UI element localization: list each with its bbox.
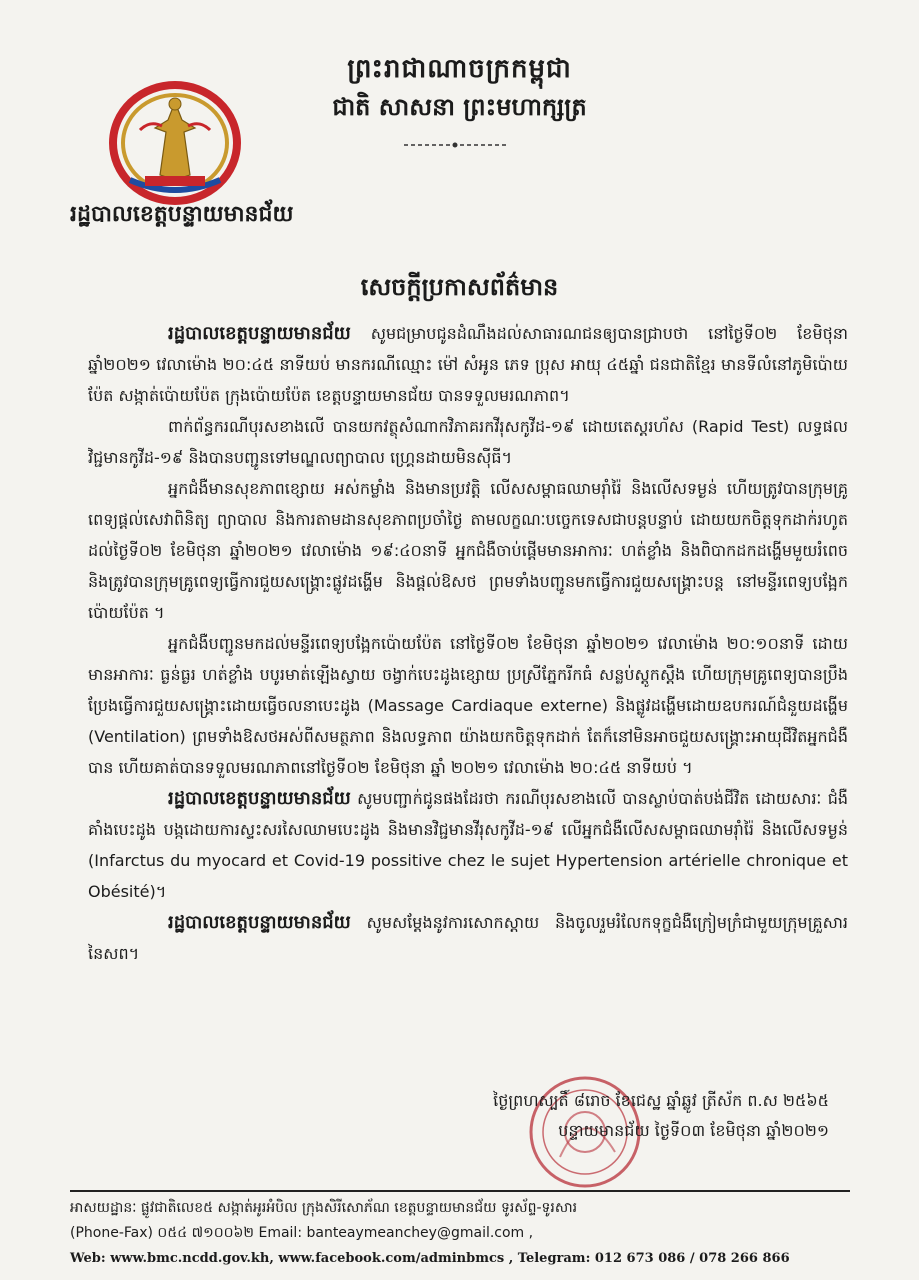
paragraph-2: ពាក់ព័ន្ធករណីបុរសខាងលើ បានយកវត្ថុសំណាកវិភាគរកវីរុសកូវីដ-១៩ ដោយតេស្តរហ័ស (Rapid Test) លទ្ធផល វិជ្ជមានកូវីដ-១៩ និងបានបញ្ជូនទៅមណ្ឌលព្យាបាល ហ្គ្រេនដាយមិនស៊ីធី។ — [88, 417, 848, 467]
lunar-date: ថ្ងៃព្រហស្បតិ៍ ៨រោច ខែជេស្ឋ ឆ្នាំឆ្លូវ ត្រីស័ក ព.ស ២៥៦៥ — [493, 1091, 829, 1110]
paragraph-text: សូមជម្រាបជូនដំណឹងដល់សាធារណជនឲ្យបានជ្រាបថា នៅថ្ងៃទី០២ ខែមិថុនា ឆ្នាំ២០២១ វេលាម៉ោង ២០:៤៥ នាទីយប់ មានករណីឈ្មោះ ម៉ៅ សំអូន ភេទ ប្រុស អាយុ ៤៥ឆ្នាំ ជនជាតិខ្មែរ មានទីលំនៅភូមិប៉ោយប៉ែត សង្កាត់ប៉ោយប៉ែត ក្រុងប៉ោយប៉ែត ខេត្តបន្ទាយមានជ័យ បានទទួលមរណភាព។ — [88, 324, 848, 405]
paragraph-text: សូមសម្តែងនូវការសោកស្តាយ និងចូលរួមរំលែកទុក្ខជំងឺក្រៀមក្រំជាមួយក្រុមគ្រួសារ នៃសព។ — [88, 913, 848, 963]
paragraph-5 — [88, 783, 848, 907]
date-block — [493, 1086, 829, 1146]
footer-address: អាសយដ្ឋានៈ ផ្លូវជាតិលេខ៥ សង្កាត់អូរអំបិល ក្រុងសិរីសោភ័ណ ខេត្តបន្ទាយមានជ័យ ទូរស័ព្ទ-ទូរសារ — [70, 1200, 578, 1216]
authority-name: រដ្ឋបាលខេត្តបន្ទាយមានជ័យ — [168, 323, 351, 344]
national-motto: ជាតិ សាសនា ព្រះមហាក្សត្រ — [332, 92, 587, 121]
footer-contact: (Phone-Fax) ០៥៤ ៧១០០៦២ Email: banteaymeanchey@gmail.com , — [70, 1225, 534, 1241]
paragraph-3: អ្នកជំងឺមានសុខភាពខ្សោយ អស់កម្លាំង និងមានប្រវត្តិ លើសសម្ពាធឈាមរ៉ាំរ៉ៃ និងលើសទម្ងន់ ហើយត្រូវបានក្រុមគ្រូពេទ្យផ្តល់សេវាពិនិត្យ ព្យាបាល និងការតាមដានសុខភាពប្រចាំថ្ងៃ តាមលក្ខណៈបច្ចេកទេសជាបន្តបន្ទាប់ ដោយយកចិត្តទុកដាក់រហូតដល់ថ្ងៃទី០២ ខែមិថុនា ឆ្នាំ២០២១ វេលាម៉ោង ១៩:៤០នាទី អ្នកជំងឺចាប់ផ្តើមមានអាការៈ ហត់ខ្លាំង និងពិបាកដកដង្ហើមមួយរំពេច និងត្រូវបានក្រុមគ្រូពេទ្យធ្វើការជួយសង្គ្រោះផ្លូវដង្ហើម និងផ្តល់ឱសថ ព្រមទាំងបញ្ជូនមកធ្វើការជួយសង្គ្រោះបន្ត នៅមន្ទីរពេទ្យបង្អែកប៉ោយប៉ែត ។ — [88, 479, 848, 622]
footer-divider — [70, 1190, 850, 1192]
footer-web: Web: www.bmc.ncdd.gov.kh, www.facebook.com/adminbmcs , Telegram: 012 673 086 / 078 266 866 — [70, 1251, 790, 1266]
issuing-authority: រដ្ឋបាលខេត្តបន្ទាយមានជ័យ — [70, 201, 294, 227]
authority-name: រដ្ឋបាលខេត្តបន្ទាយមានជ័យ — [168, 788, 351, 809]
ornament-divider-icon — [400, 140, 510, 150]
paragraph-1 — [88, 318, 848, 411]
provincial-emblem-icon — [100, 80, 250, 210]
contact-footer — [70, 1196, 850, 1271]
solar-date: បន្ទាយមានជ័យ ថ្ងៃទី០៣ ខែមិថុនា ឆ្នាំ២០២១ — [558, 1121, 829, 1140]
paragraph-6 — [88, 907, 848, 969]
announcement-body — [88, 318, 848, 1068]
paragraph-4: អ្នកជំងឺបញ្ជូនមកដល់មន្ទីរពេទ្យបង្អែកប៉ោយប៉ែត នៅថ្ងៃទី០២ ខែមិថុនា ឆ្នាំ២០២១ វេលាម៉ោង ២០:១០នាទី ដោយមានអាការៈ ធ្ងន់ធ្ងរ ហត់ខ្លាំង បបូរមាត់ឡើងស្វាយ ចង្វាក់បេះដូងខ្សោយ ប្រស្រីភ្នែករីកធំ សន្លប់ស្តូកស្តឹង ហើយក្រុមគ្រូពេទ្យបានប្រឹងប្រែងធ្វើការជួយសង្គ្រោះដោយធ្វើចលនាបេះដូង (Massage Cardiaque externe) និងផ្លូវដង្ហើមដោយឧបករណ៍ជំនួយដង្ហើម (Ventilation) ព្រមទាំងឱសថអស់ពីសមត្ថភាព និងលទ្ធភាព យ៉ាងយកចិត្តទុកដាក់ តែក៏នៅមិនអាចជួយសង្គ្រោះអាយុជីវិតអ្នកជំងឺបាន ហើយគាត់បានទទួលមរណភាពនៅថ្ងៃទី០២ ខែមិថុនា ឆ្នាំ ២០២១ វេលាម៉ោង ២០:៤៥ នាទីយប់ ។ — [88, 634, 848, 777]
kingdom-heading: ព្រះរាជាណាចក្រកម្ពុជា — [347, 54, 572, 84]
paragraph-text: សូមបញ្ជាក់ជូនផងដែរថា ករណីបុរសខាងលើ បានស្លាប់បាត់បង់ជីវិត ដោយសារៈ ជំងឺគាំងបេះដូង បង្កដោយការស្ទះសរសៃឈាមបេះដូង និងមានវិជ្ជមានវីរុសកូវីដ-១៩ លើអ្នកជំងឺលើសសម្ពាធឈាមរ៉ាំរ៉ៃ និងលើសទម្ងន់ (Infarctus du myocard et Covid-19 possitive chez le sujet Hypertension artérielle chronique et Obésité)។ — [88, 789, 848, 901]
document-title: សេចក្តីប្រកាសព័ត៌មាន — [360, 272, 559, 301]
authority-name: រដ្ឋបាលខេត្តបន្ទាយមានជ័យ — [168, 912, 351, 933]
